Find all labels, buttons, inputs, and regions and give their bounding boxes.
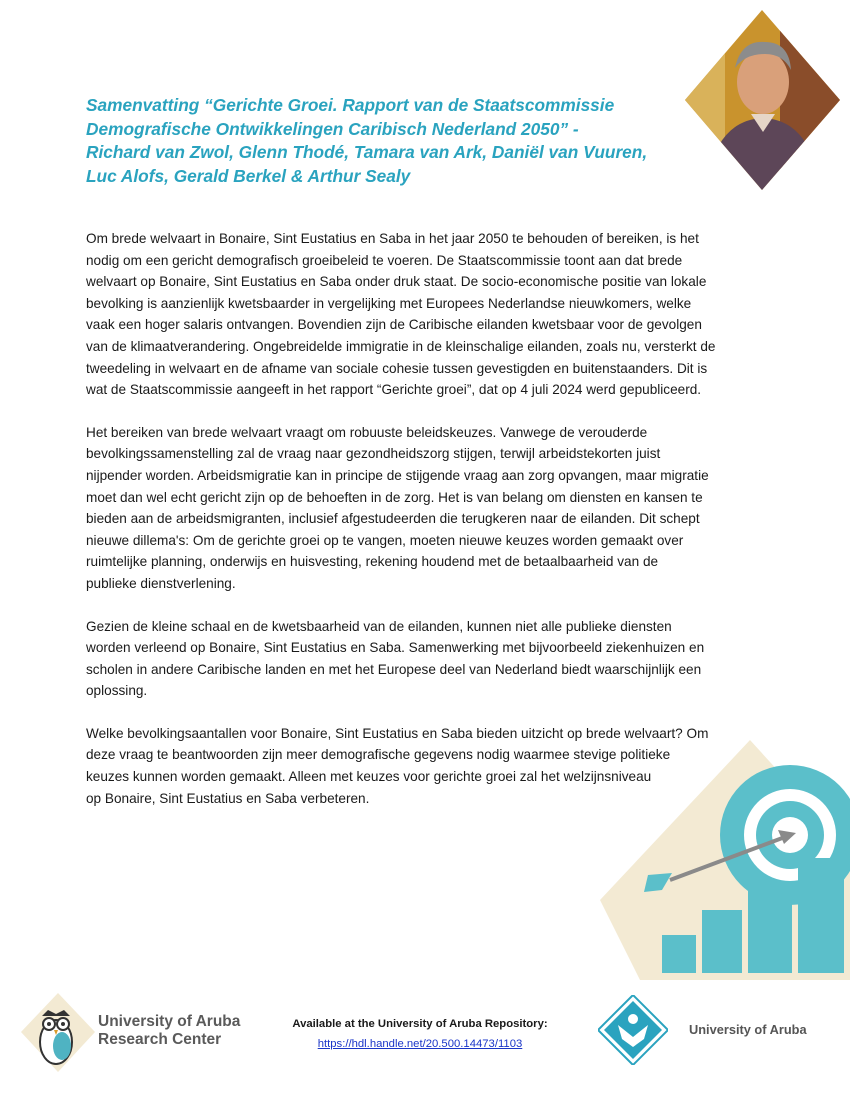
paragraph bbox=[86, 616, 776, 702]
paragraph bbox=[86, 422, 776, 595]
text-line: Gezien de kleine schaal en de kwetsbaarheid van de eilanden, kunnen niet alle publieke diensten bbox=[86, 618, 672, 634]
title-line: Samenvatting “Gerichte Groei. Rapport van de Staatscommissie bbox=[86, 95, 615, 115]
logo-diamond-fill bbox=[604, 1001, 662, 1059]
repository-link[interactable]: https://hdl.handle.net/20.500.14473/1103 bbox=[317, 1038, 523, 1050]
text-line: Om brede welvaart in Bonaire, Sint Eustatius en Saba in het jaar 2050 te behouden of bereiken, is het bbox=[86, 231, 699, 246]
title-line: Demografische Ontwikkelingen Caribisch Nederland 2050” - bbox=[86, 118, 579, 139]
university-logo bbox=[598, 995, 668, 1065]
title-line: Luc Alofs, Gerald Berkel & Arthur Sealy bbox=[86, 165, 411, 186]
text-line: deze vraag te beantwoorden zijn meer demografische gegevens nodig waarmee stevige politieke bbox=[86, 747, 671, 763]
text-line: publieke dienstverlening. bbox=[86, 575, 236, 591]
owl-pupil-right bbox=[61, 1022, 65, 1026]
text-line: worden verleend op Bonaire, Sint Eustatius en Saba. Samenwerking met bijvoorbeeld ziekenhuizen en bbox=[86, 640, 705, 656]
growth-target-illustration bbox=[600, 740, 850, 980]
text-line: Welke bevolkingsaantallen voor Bonaire, Sint Eustatius en Saba bieden uitzicht op brede welvaart? Om bbox=[86, 725, 709, 741]
text-line: keuzes kunnen worden gemaakt. Alleen met keuzes voor gerichte groei zal het welzijnsniveau bbox=[86, 769, 652, 785]
text-line: bevolkingssamenstelling zal de vraag naar gezondheidszorg stijgen, terwijl arbeidstekorten juist bbox=[86, 446, 661, 462]
text-line: bevolking is aanzienlijk kwetsbaarder in vergelijking met Europees Nederlandse nieuwkomers, welke bbox=[86, 295, 692, 311]
summary-title bbox=[86, 94, 686, 188]
author-portrait bbox=[685, 10, 840, 190]
owl-pupil-left bbox=[47, 1022, 51, 1026]
research-center-line1: University of Aruba bbox=[98, 1013, 241, 1030]
text-line: nodig om een gericht demografisch groeibeleid te voeren. De Staatscommissie toont aan dat brede bbox=[86, 252, 683, 268]
text-line: tweedeling in welvaart en de afname van sociale cohesie tussen gevestigden en buitenstaanders. Dit is bbox=[86, 360, 708, 376]
logo-dot bbox=[628, 1014, 638, 1024]
text-line: ruimtelijke planning, onderwijs en huisvesting, rekening houdend met de betaalbaarheid van de bbox=[86, 554, 659, 570]
text-line: oplossing. bbox=[86, 683, 148, 699]
text-line: van de klimaatverandering. Ongebreidelde immigratie in de kleinschalige eilanden, zoals nu, versterkt de bbox=[86, 338, 716, 354]
text-line: Het bereiken van brede welvaart vraagt om robuuste beleidskeuzes. Vanwege de verouderde bbox=[86, 424, 648, 440]
bar-4 bbox=[798, 858, 844, 973]
text-line: vaak een hoger salaris ontvangen. Bovendien zijn de Caribische eilanden kwetsbaar voor de gevolgen bbox=[86, 317, 702, 333]
text-line: moet dan wel echt gericht zijn op de behoeften in de zorg. Het is van belang om diensten en kansen te bbox=[86, 489, 703, 505]
text-line: op Bonaire, Sint Eustatius en Saba verbeteren. bbox=[86, 790, 370, 806]
bar-1 bbox=[662, 935, 696, 973]
bar-2 bbox=[702, 910, 742, 973]
title-line: Richard van Zwol, Glenn Thodé, Tamara van Ark, Daniël van Vuuren, bbox=[86, 142, 648, 163]
repository-info bbox=[270, 1014, 570, 1054]
research-center-line2: Research Center bbox=[98, 1031, 222, 1048]
text-line: scholen in andere Caribische landen en met het Europese deel van Nederland biedt waarschijnlijk een bbox=[86, 661, 702, 677]
repository-label: Available at the University of Aruba Repository: bbox=[292, 1018, 548, 1030]
text-line: bieden aan de arbeidsmigranten, inclusief afgestudeerden die terugkeren naar de eilanden. Dit schept bbox=[86, 511, 700, 527]
university-name: University of Aruba bbox=[689, 1022, 807, 1037]
text-line: nieuwe dillema's: Om de gerichte groei op te vangen, moeten nieuwe keuzes worden gemaakt over bbox=[86, 532, 684, 548]
text-line: nijpender worden. Arbeidsmigratie kan in principe de stijgende vraag aan zorg opvangen, maar migratie bbox=[86, 467, 709, 483]
research-center-name bbox=[98, 1013, 240, 1049]
text-line: wat de Staatscommissie aangeeft in het rapport “Gerichte groei”, dat op 4 juli 2024 werd gepubliceerd. bbox=[86, 382, 702, 398]
paragraph bbox=[86, 228, 776, 401]
text-line: welvaart op Bonaire, Sint Eustatius en Saba onder druk staat. De socio-economische positie van lokale bbox=[86, 274, 707, 290]
bar-3 bbox=[748, 886, 792, 973]
owl-wing bbox=[53, 1032, 71, 1060]
